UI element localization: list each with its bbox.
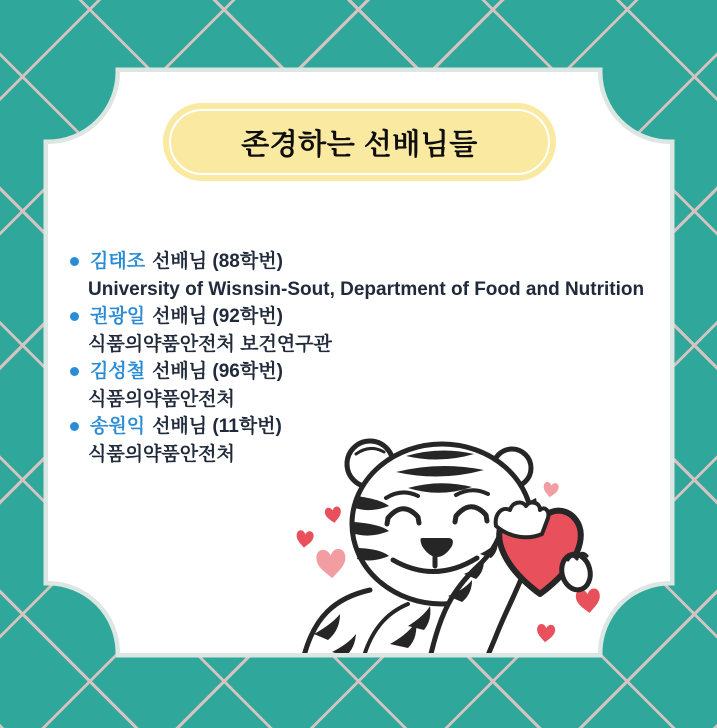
heart-icon [324,506,342,524]
senior-affiliation: 식품의약품안전처 [88,443,235,465]
bullet-icon [70,367,79,376]
heart-icon [542,482,559,499]
senior-name-line [56,248,656,276]
senior-suffix: 선배님 (92학번) [152,306,283,327]
heart-icon [536,624,555,643]
senior-name-line [56,413,656,441]
senior-affiliation: 식품의약품안전처 보건연구관 [88,333,332,355]
list-item [56,303,656,358]
tiger-fingers [496,503,549,538]
list-item [56,248,656,303]
bullet-icon [70,257,79,266]
tiger-paw [558,551,594,593]
senior-affiliation: 식품의약품안전처 [88,388,235,410]
senior-suffix: 선배님 (11학번) [152,416,282,437]
senior-suffix: 선배님 (88학번) [152,251,283,272]
senior-name-line [56,303,656,331]
bullet-icon [70,312,79,321]
page-title: 존경하는 선배님들 [241,128,478,161]
bullet-icon [70,422,79,431]
heart-icon [316,548,347,579]
senior-affiliation: University of Wisnsin-Sout, Department of Food and Nutrition [88,278,645,300]
senior-name: 김성철 [90,361,146,382]
senior-name: 권광일 [90,306,146,327]
title-banner [163,103,556,181]
senior-name: 김태조 [90,251,146,272]
senior-name-line [56,358,656,386]
heart-icon [295,530,314,549]
tiger-illustration [290,438,640,653]
list-item [56,358,656,413]
senior-suffix: 선배님 (96학번) [152,361,283,382]
senior-name: 송원익 [90,416,146,437]
senior-list [56,248,656,468]
